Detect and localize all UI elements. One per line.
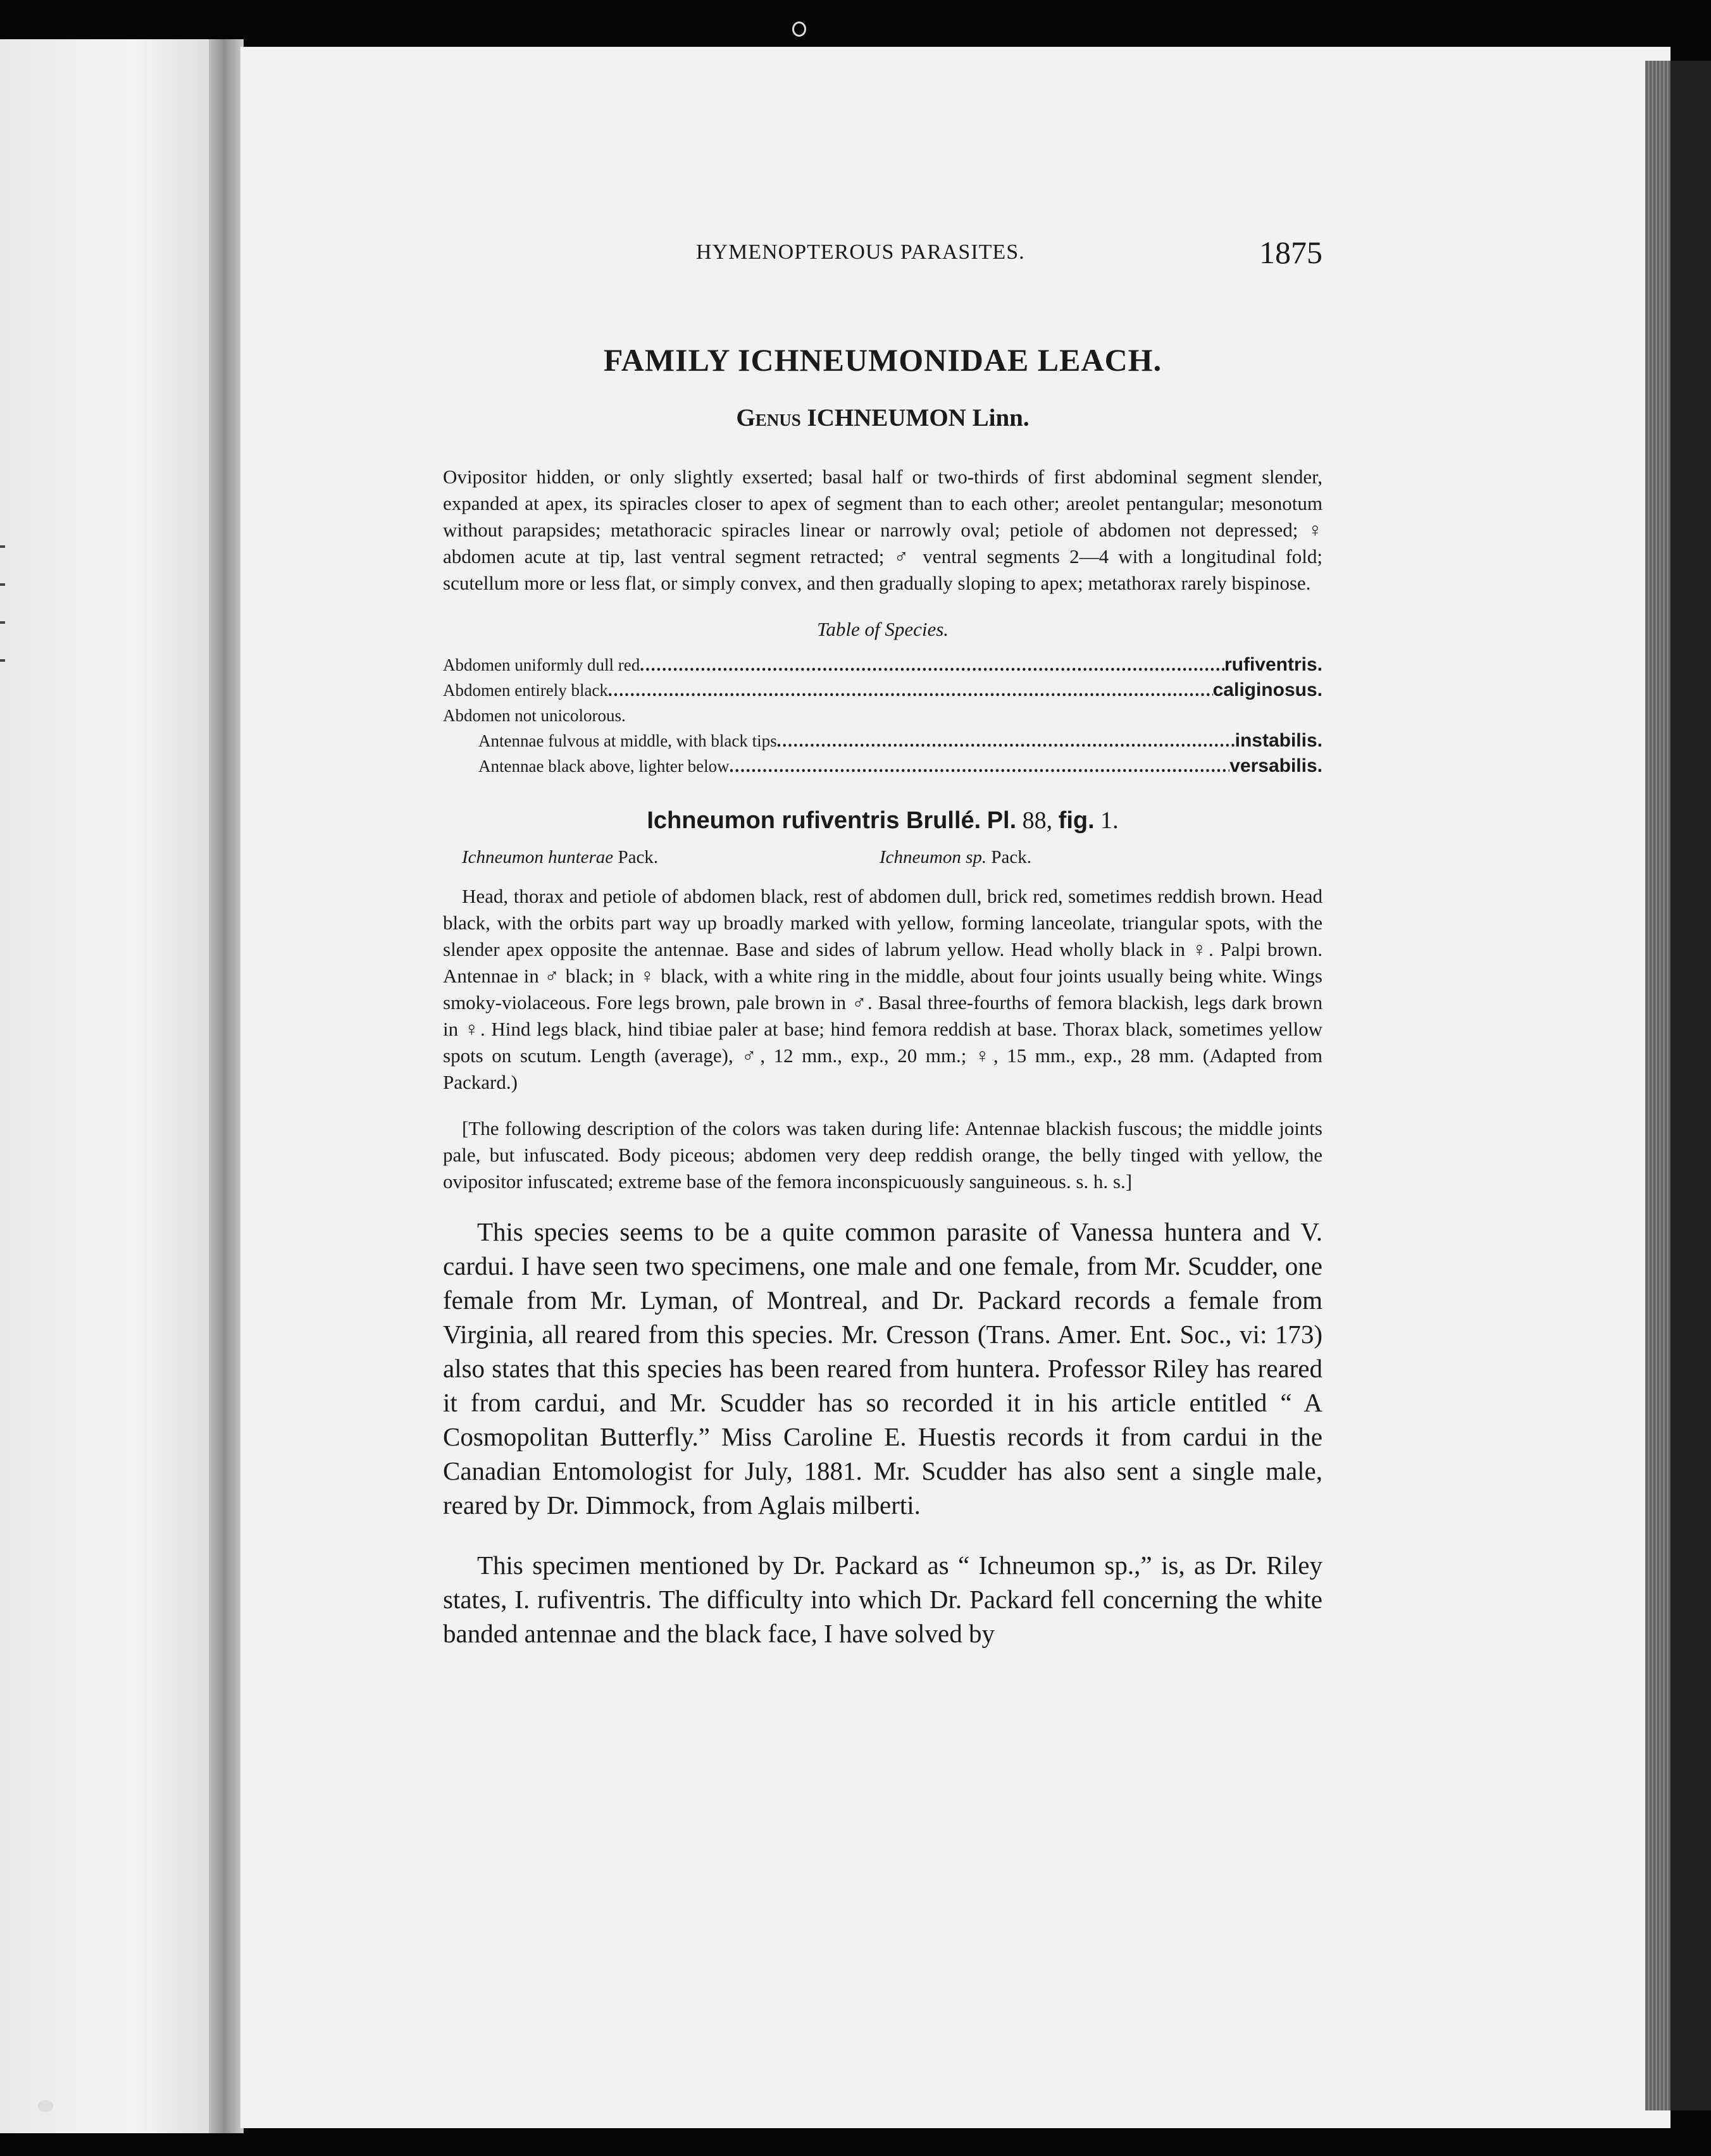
synonym-name: Ichneumon sp. xyxy=(880,847,987,867)
book-cover-edge xyxy=(1671,61,1711,2110)
edge-mark xyxy=(0,583,5,586)
edge-mark xyxy=(0,659,5,662)
plate-label: Pl. xyxy=(986,807,1017,834)
key-row xyxy=(443,703,1322,728)
species-heading xyxy=(443,807,1322,834)
facing-page xyxy=(0,39,221,2133)
key-row xyxy=(443,753,1322,779)
key-row xyxy=(443,652,1322,678)
edge-mark xyxy=(0,545,5,548)
leader-dots xyxy=(730,753,1230,779)
bottom-mark xyxy=(38,2100,53,2112)
synonym xyxy=(462,847,880,868)
figure-label: fig. xyxy=(1058,807,1095,834)
book-gutter xyxy=(209,39,244,2133)
page-content xyxy=(443,234,1322,1676)
synonym-name: Ichneumon hunterae xyxy=(462,847,614,867)
body-paragraph: This species seems to be a quite common parasite of Vanessa huntera and V. cardui. I have seen two specimens, one male and one female, from Mr. Scudder, one female from Mr. Lyman, of Montreal, and Dr. Packard records a female from Virginia, all reared from this species. Mr. Cresson (Trans. Amer. Ent. Soc., vi: 173) also states that this species has been reared from huntera. Professor Riley has reared it from cardui, and Mr. Scudder has so recorded it in his article entitled “ A Cosmopolitan Butterfly.” Miss Caroline E. Huestis records it from cardui in the Canadian Entomologist for July, 1881. Mr. Scudder has also sent a single male, reared by Dr. Dimmock, from Aglais milberti. xyxy=(443,1217,1322,1520)
genus-name: ICHNEUMON Linn. xyxy=(807,404,1030,431)
synonyms xyxy=(443,847,1322,868)
page-number: 1875 xyxy=(1259,235,1322,270)
key-label: Antennae black above, lighter below xyxy=(478,757,730,776)
key-result: caliginosus. xyxy=(1212,679,1322,700)
running-title: HYMENOPTEROUS PARASITES. xyxy=(696,240,1025,264)
key-label: Antennae fulvous at middle, with black tips xyxy=(478,731,777,750)
synonym-author: Pack. xyxy=(618,847,659,867)
species-description: Head, thorax and petiole of abdomen black, rest of abdomen dull, brick red, sometimes reddish brown. Head black, with the orbits part way up broadly marked with yellow, forming lanceolate, triangular spots, with the slender apex opposite the antennae. Base and sides of labrum yellow. Head wholly black in ♀. Palpi brown. Antennae in ♂ black; in ♀ black, with a white ring in the middle, about four joints usually being white. Wings smoky-violaceous. Fore legs brown, pale brown in ♂. Basal three-fourths of femora blackish, legs dark brown in ♀. Hind legs black, hind tibiae paler at base; hind femora reddish at base. Thorax black, sometimes yellow spots on scutum. Length (average), ♂, 12 mm., exp., 20 mm.; ♀, 15 mm., exp., 28 mm. (Adapted from Packard.) xyxy=(443,885,1322,1093)
key-result: rufiventris. xyxy=(1224,654,1322,675)
genus-prefix: Genus xyxy=(736,404,801,431)
leader-dots xyxy=(608,678,1213,703)
top-mark xyxy=(792,22,806,37)
family-heading: FAMILY ICHNEUMONIDAE LEACH. xyxy=(603,342,1162,378)
figure-number: 1. xyxy=(1100,807,1119,834)
key-result: versabilis. xyxy=(1229,755,1322,776)
species-name: Ichneumon rufiventris Brullé. xyxy=(647,807,981,834)
species-key xyxy=(443,652,1322,779)
key-row xyxy=(443,728,1322,753)
key-label: Abdomen entirely black xyxy=(443,681,608,700)
key-label: Abdomen uniformly dull red xyxy=(443,655,640,674)
key-result: instabilis. xyxy=(1235,730,1322,751)
table-title: Table of Species. xyxy=(816,618,949,640)
key-label: Abdomen not unicolorous. xyxy=(443,706,626,725)
plate-number: 88, xyxy=(1022,807,1053,834)
synonym xyxy=(880,847,1297,868)
synonym-author: Pack. xyxy=(991,847,1032,867)
body-paragraph: This specimen mentioned by Dr. Packard as “ Ichneumon sp.,” is, as Dr. Riley states, I. rufiventris. The difficulty into which Dr. Packard fell concerning the white banded antennae and the black face, I have solved by xyxy=(443,1551,1322,1648)
life-note: [The following description of the colors was taken during life: Antennae blackish fuscous; the middle joints pale, but infuscated. Body piceous; abdomen very deep reddish orange, the belly tinged with yellow, the ovipositor infuscated; extreme base of the femora inconspicuously sanguineous. s. h. s.] xyxy=(443,1117,1322,1193)
leader-dots xyxy=(640,652,1224,678)
key-row xyxy=(443,678,1322,703)
genus-description: Ovipositor hidden, or only slightly exserted; basal half or two-thirds of first abdominal segment slender, expanded at apex, its spiracles closer to apex of segment than to each other; areolet pentangular; mesonotum without parapsides; metathoracic spiracles linear or narrowly oval; petiole of abdomen not depressed; ♀ abdomen acute at tip, last ventral segment retracted; ♂ ventral segments 2—4 with a longitudinal fold; scutellum more or less flat, or simply convex, and then gradually sloping to apex; metathorax rarely bispinose. xyxy=(443,466,1322,594)
leader-dots xyxy=(777,728,1235,753)
running-head xyxy=(443,234,1322,278)
edge-mark xyxy=(0,621,5,624)
genus-heading xyxy=(443,404,1322,432)
